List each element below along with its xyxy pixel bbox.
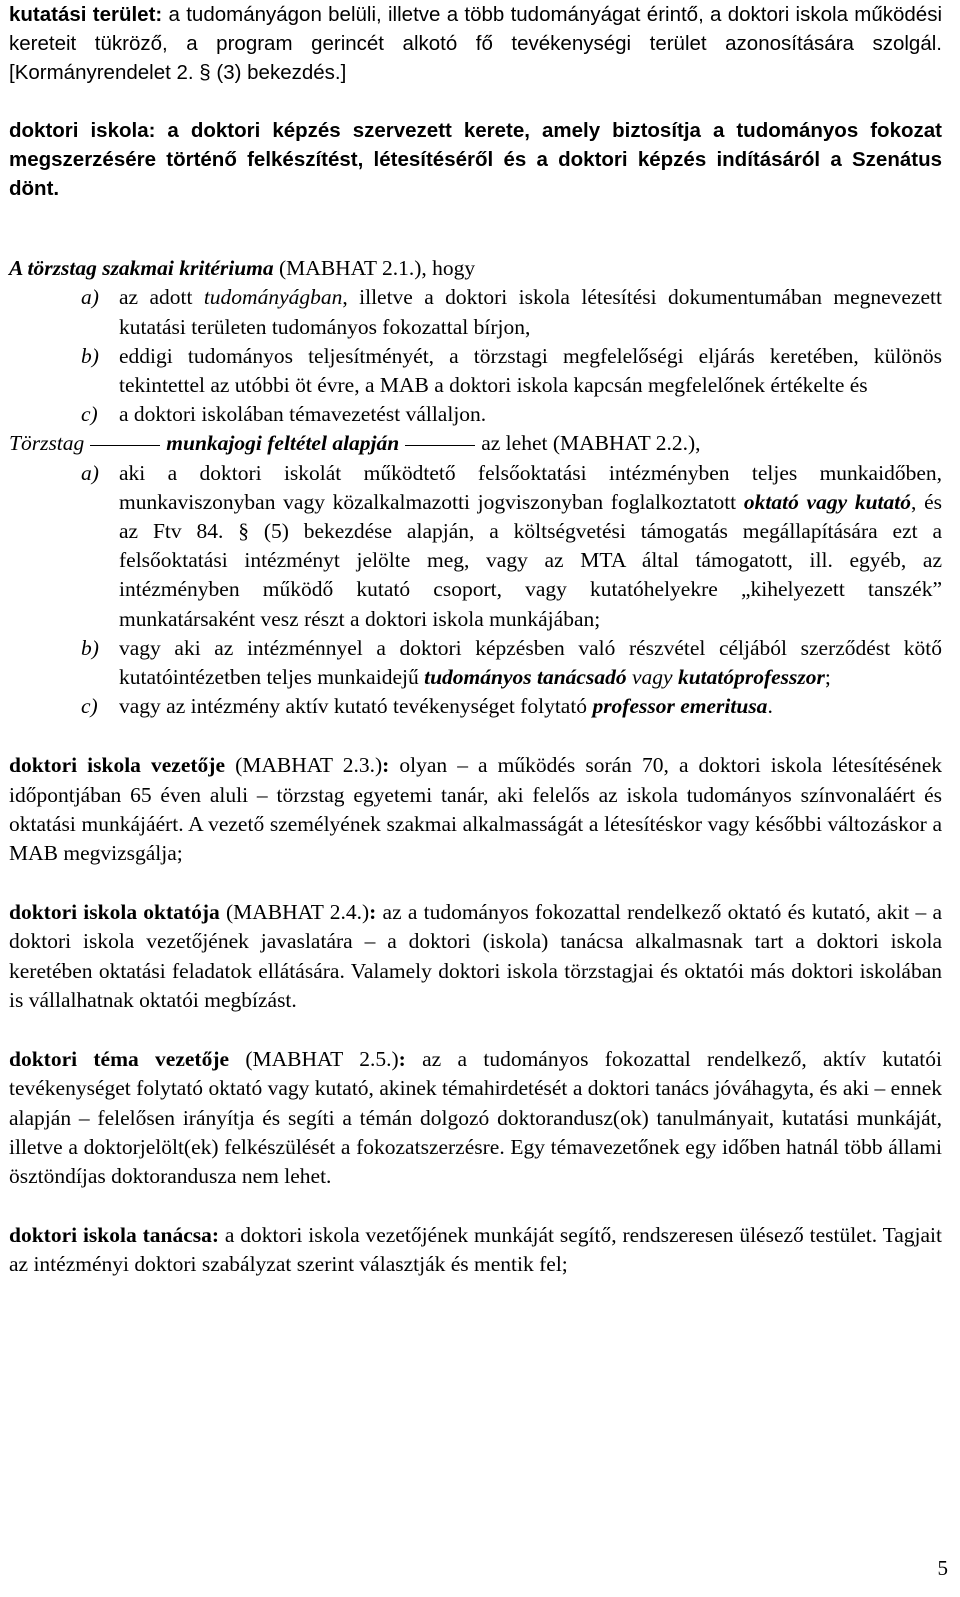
definition-text: doktori iskola: a doktori képzés szervezett kerete, amely biztosítja a tudományos fokozat megszerzésére történő felkészítést, létesítéséről és a doktori képzés indításáról a Szenátus dönt. xyxy=(9,118,942,201)
definition-text: az a tudományos fokozattal rendelkező, aktív kutatói tevékenységet folytató oktató vagy kutató, akinek témahirdetését a doktori tanács jóváhagyta, és aki – ennek alapján – felelősen irányítja és segíti a témán dolgozó doktorandusz(ok) tanulmányait, kutatási munkáját, illetve a doktorjelölt(ek) felkészülését a fokozatszerzésre. Egy témavezetőnek egy időben hatnál több állami ösztöndíjas doktorandusza nem lehet. xyxy=(9,1047,943,1188)
term: kutatási terület: xyxy=(9,3,163,26)
list-item xyxy=(9,634,942,692)
item-italic: vagy xyxy=(631,665,673,690)
em-dash-rule xyxy=(405,445,475,446)
colon: : xyxy=(369,900,377,925)
item-emphasis: oktató vagy kutató xyxy=(743,489,911,514)
item-label: c) xyxy=(81,694,98,719)
item-text: . xyxy=(767,694,773,719)
item-emphasis: professor emeritusa xyxy=(592,694,768,719)
item-label: a) xyxy=(81,460,99,485)
temavezeto-definition xyxy=(9,1045,942,1191)
term: doktori iskola tanácsa: xyxy=(9,1223,220,1248)
reference: (MABHAT 2.4.) xyxy=(219,900,370,925)
list-item xyxy=(9,342,942,400)
tail-text: az lehet (MABHAT 2.2.), xyxy=(481,431,701,456)
doktori-iskola-definition xyxy=(9,116,942,204)
reference: (MABHAT 2.3.) xyxy=(225,753,383,778)
list-item xyxy=(9,692,942,721)
item-label: c) xyxy=(81,402,98,427)
list-item xyxy=(9,283,942,341)
reference: (MABHAT 2.1.), hogy xyxy=(273,256,476,281)
definition-text: a tudományágon belüli, illetve a több tudományágat érintő, a doktori iskola működési kereteit tükröző, a program gerincét alkotó fő tevékenységi terület azonosítására szolgál. [Kormányrendelet 2. § (3) bekezdés.] xyxy=(9,3,942,85)
term: munkajogi feltétel alapján xyxy=(166,431,400,456)
torzstag-criteria-list xyxy=(9,283,942,429)
definition-text: a doktori iskola vezetőjének munkáját segítő, rendszeresen ülésező testület. Tagjait az intézményi doktori szabályzat szerint választják és mentik fel; xyxy=(9,1223,942,1277)
torzstag-kriterium-heading xyxy=(9,254,942,283)
colon: : xyxy=(398,1047,406,1072)
item-text: az adott xyxy=(119,285,204,310)
vezeto-definition xyxy=(9,751,942,868)
item-text: , és az Ftv 84. § (5) bekezdése alapján, a költségvetési támogatás megállapítására ezt a felsőoktatási intézményt jelölte meg, vagy az MTA által támogatott, ill. egyéb, az intézményben működő kutató csoport, vagy kutatóhelyekre „kihelyezett tanszék” munkatársaként vesz részt a doktori iskola munkájában; xyxy=(119,489,942,631)
item-emphasis: tudományos tanácsadó xyxy=(424,665,627,690)
page-number: 5 xyxy=(937,1556,948,1580)
definition-text: olyan – a működés során 70, a doktori iskola létesítésének időpontjában 65 éven aluli – törzstag egyetemi tanár, aki felelős az iskola tudományos színvonaláért és oktatási munkájáért. A vezető személyének szakmai alkalmasságát a létesítéskor vagy későbbi változáskor a MAB megvizsgálja; xyxy=(9,753,943,866)
definition-text: az a tudományos fokozattal rendelkező oktató és kutató, akit – a doktori iskola vezetőjének javaslatára – a doktori (iskola) tanácsa alkalmasnak tart a doktori iskola keretében oktatási feladatok ellátására. Valamely doktori iskola törzstagjai és oktatói más doktori iskolában is vállalhatnak oktatói megbízást. xyxy=(9,900,942,1012)
item-emphasis: tudományágban xyxy=(203,285,343,310)
item-text: ; xyxy=(824,665,831,690)
item-label: b) xyxy=(81,343,99,368)
munkajogi-heading xyxy=(9,429,942,458)
item-label: b) xyxy=(81,635,99,660)
document-page xyxy=(9,0,942,1280)
kutatasi-terulet-definition xyxy=(9,0,942,88)
oktato-definition xyxy=(9,898,942,1015)
heading-text: A törzstag szakmai kritériuma xyxy=(9,256,274,281)
tanacs-definition xyxy=(9,1221,942,1279)
item-text: aki a doktori iskolát működtető felsőoktatási intézményben teljes munkaidőben, munkaviszonyban vagy közalkalmazotti jogviszonyban foglalkoztatott xyxy=(119,460,942,514)
list-item xyxy=(9,400,942,429)
em-dash-rule xyxy=(90,445,160,446)
term: doktori téma vezetője xyxy=(9,1047,230,1072)
term: doktori iskola oktatója xyxy=(9,900,220,925)
item-emphasis: kutatóprofesszor xyxy=(677,665,825,690)
item-text: , illetve a doktori iskola létesítési dokumentumában megnevezett kutatási területen tudományos fokozattal bírjon, xyxy=(119,285,942,339)
item-label: a) xyxy=(81,285,99,310)
list-item xyxy=(9,459,942,634)
reference: (MABHAT 2.5.) xyxy=(229,1047,399,1072)
item-text: vagy az intézmény aktív kutató tevékenységet folytató xyxy=(119,694,593,719)
munkajogi-list xyxy=(9,459,942,722)
item-text: eddigi tudományos teljesítményét, a törzstagi megfelelőségi eljárás keretében, különös tekintettel az utóbbi öt évre, a MAB a doktori iskola kapcsán megfelelőnek értékelte és xyxy=(119,343,942,398)
lead-text: Törzstag xyxy=(9,431,85,456)
item-text: vagy aki az intézménnyel a doktori képzésben való részvétel céljából szerződést kötő kutatóintézetben teljes munkaidejű xyxy=(119,635,942,690)
colon: : xyxy=(382,753,390,778)
item-text: a doktori iskolában témavezetést vállaljon. xyxy=(119,402,487,427)
term: doktori iskola vezetője xyxy=(9,753,225,778)
